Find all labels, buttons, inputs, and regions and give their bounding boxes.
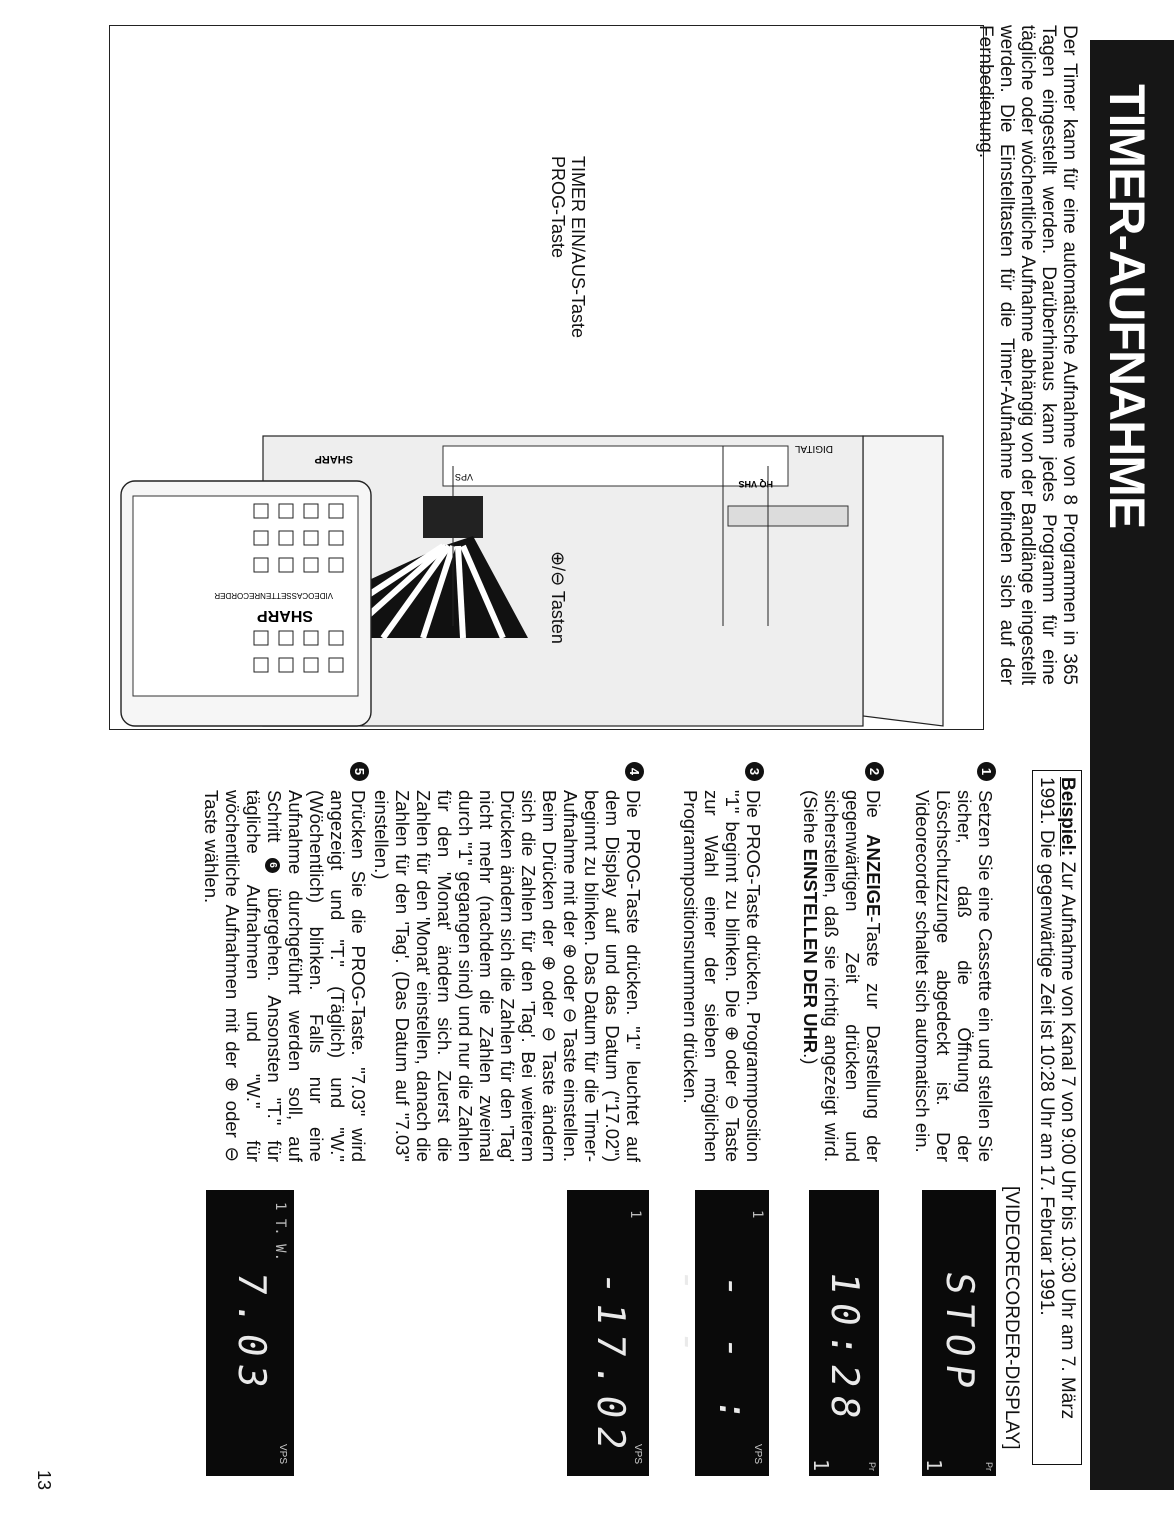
- example-box: [1032, 770, 1082, 1465]
- remote-brand: SHARP: [256, 607, 313, 624]
- lcd-vps-label: VPS: [752, 1443, 763, 1464]
- step-text-part: -Taste zur Darstellung der gegenwärtigen Zeit drücken und sicherstellen, daß sie richtig angezeigt wird. (Siehe: [800, 790, 884, 1163]
- step-6-icon: 6: [265, 858, 280, 873]
- illustration-panel: [109, 25, 984, 730]
- lcd-main-text: STOP: [938, 1268, 982, 1399]
- step-text: Die PROG-Taste drücken. Programmposition "1" beginnt zu blinken. Die ⊕ oder ⊖ Taste zur Wahl einer der sieben möglichen Programmpositionsnummern drücken.: [680, 790, 764, 1162]
- step-text-part: .): [800, 1053, 821, 1065]
- step-1: [912, 762, 996, 1162]
- vcr-buttons: [728, 506, 848, 526]
- step-text-part: Die: [863, 790, 884, 835]
- lcd-main-text: 10:28: [823, 1268, 867, 1430]
- lcd-position-digit: 1: [922, 1458, 946, 1471]
- remote-subtitle: VIDEOCASSETTENRECORDER: [214, 591, 333, 600]
- step-number: 4: [625, 762, 644, 781]
- step-2: [800, 762, 884, 1162]
- lcd-small-text: 1: [627, 1210, 643, 1219]
- timer-button-callout: TIMER EIN/AUS-Taste: [568, 156, 588, 339]
- example-text: Zur Aufnahme von Kanal 7 von 9:00 Uhr bis 10:30 Uhr am 7. März 1991. Die gegenwärtige Zeit ist 10:28 Uhr am 17. Februar 1991.: [1036, 777, 1078, 1420]
- lcd-small-text: 1 T. W.: [272, 1202, 288, 1262]
- recorder-remote-drawing: [108, 26, 983, 731]
- lcd-vps-label: VPS: [277, 1443, 288, 1464]
- step-number: 3: [745, 762, 764, 781]
- page-title: TIMER-AUFNAHME: [1099, 84, 1155, 529]
- intro-paragraph: Der Timer kann für eine automatische Aufnahme von 8 Programmen in 365 Tagen eingestellt werden. Darüberhinaus kann jedes Programm für eine tägliche oder wöchentliche Aufnahme abhängig von der Bandlänge eingestellt werden. Die Einstelltasten für die Timer-Aufnahme befinden sich auf der Fernbedienung.: [975, 25, 1080, 685]
- lcd-display-3: [667, 1190, 769, 1476]
- digital-label: DIGITAL: [794, 443, 833, 454]
- clock-section-ref: EINSTELLEN DER UHR: [800, 848, 821, 1054]
- display-header: [VIDEORECORDER-DISPLAY]: [1001, 1186, 1022, 1450]
- anzeige-key-label: ANZEIGE: [863, 834, 884, 917]
- header-bar: [1090, 40, 1174, 1490]
- step-text: Setzen Sie eine Cassette ein und stellen Sie sicher, daß die Öffnung der Löschschutzzunge abgedeckt ist. Der Videorecorder schaltet sich automatisch ein.: [912, 790, 996, 1162]
- plusminus-buttons-callout: ⊕/⊖ Tasten: [548, 551, 568, 644]
- lcd-main-text: -17.02: [589, 1268, 633, 1461]
- step-3: [680, 762, 764, 1162]
- lcd-pr-label: Pr: [984, 1462, 994, 1471]
- step-text: Die PROG-Taste drücken. "1" leuchtet auf dem Display auf und das Datum ("17.02") beginnt zu blinken. Das Datum für die Timer-Aufnahme mit der ⊕ oder ⊖ Taste einstellen. Beim Drücken der ⊕ oder ⊖ Taste ändern sich die Zahlen für den 'Tag'. Bei weiterem Drücken ändern sich die Zahlen für den 'Tag' nicht mehr (nachdem die Zahlen zweimal durch "1" gegangen sind) und nur die Zahlen für den 'Monat' ändern sich. Zuerst die Zahlen für den 'Monat' einstellen, danach die Zahlen für den 'Tag'. (Das Datum auf "7.03" einstellen.): [371, 790, 644, 1162]
- example-label: Beispiel:: [1057, 777, 1078, 857]
- step-number: 2: [865, 762, 884, 781]
- lcd-display-2: [809, 1190, 879, 1476]
- lcd-small-text: 1: [749, 1210, 765, 1219]
- step-text: [800, 790, 884, 1162]
- vcr-top: [863, 436, 943, 726]
- step-number: 1: [977, 762, 996, 781]
- step-text: [201, 790, 369, 1162]
- lcd-main-text: 7.03: [230, 1268, 274, 1399]
- step-text-part: Drücken Sie die PROG-Taste. "7.03" wird angezeigt und "T." (Täglich) und "W." (Wöchentlich) blinken. Falls nur eine Aufnahme durchgeführt werden soll, auf Schritt: [264, 790, 369, 1162]
- lcd-position-digit: 1: [809, 1458, 833, 1471]
- lcd-display-5: [206, 1190, 294, 1476]
- hq-label: HQ VHS: [738, 479, 773, 489]
- prog-button-callout: PROG-Taste: [548, 156, 568, 259]
- step-5: [201, 762, 369, 1162]
- step-number: 5: [350, 762, 369, 781]
- cassette-slot: [443, 446, 788, 486]
- step-4: [371, 762, 644, 1162]
- step-text-part: übergehen. Ansonsten "T." für tägliche Aufnahmen und "W." für wöchentliche Aufnahmen mit der ⊕ oder ⊖ Taste wählen.: [201, 790, 285, 1162]
- lcd-main-text: - - : - -: [667, 1265, 755, 1433]
- page-number: 13: [34, 1470, 54, 1491]
- vps-label: VPS: [454, 472, 473, 482]
- lcd-display-1: [922, 1190, 996, 1476]
- vcr-brand: SHARP: [314, 453, 353, 465]
- lcd-pr-label: Pr: [867, 1462, 877, 1471]
- lcd-vps-label: VPS: [632, 1443, 643, 1464]
- lcd-display-4: [567, 1190, 649, 1476]
